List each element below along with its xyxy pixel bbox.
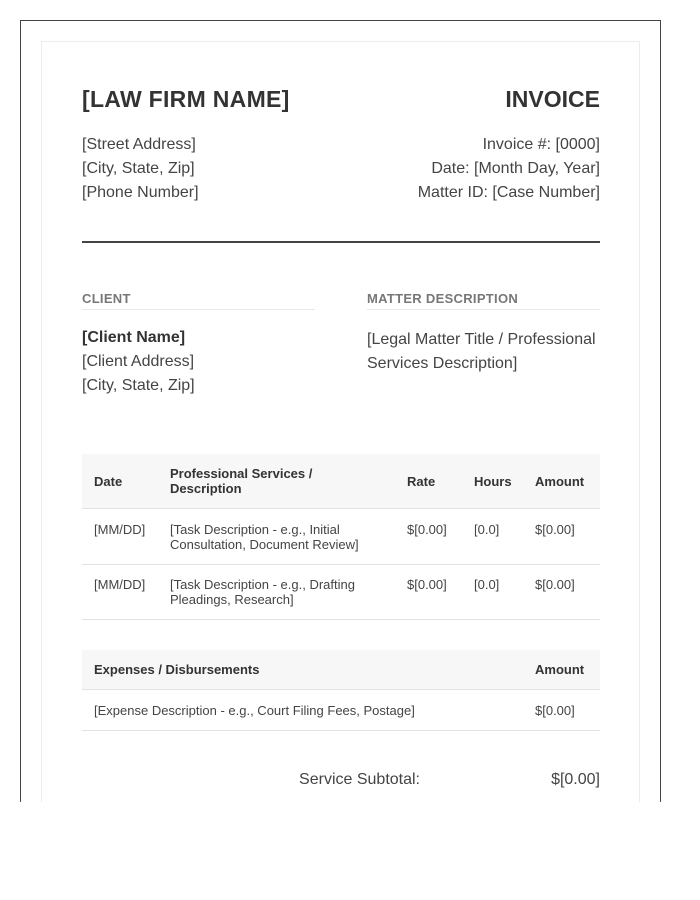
matter-description: [Legal Matter Title / Professional Services Description]	[367, 331, 596, 372]
client-label: CLIENT	[82, 291, 131, 306]
matter-id: Matter ID: [Case Number]	[417, 184, 600, 201]
services-table-header	[82, 454, 600, 508]
services-header-amount: Amount	[535, 474, 585, 489]
service-row-2-amount: $[0.00]	[535, 577, 575, 592]
service-row-1-hours: [0.0]	[474, 522, 500, 537]
service-row-1-date: [MM/DD]	[94, 522, 146, 537]
expense-row-1-divider	[82, 730, 600, 731]
services-header-divider	[82, 508, 600, 509]
service-row-2-date: [MM/DD]	[94, 577, 146, 592]
firm-phone: [Phone Number]	[82, 184, 199, 201]
expense-row-1-amount: $[0.00]	[535, 703, 575, 718]
invoice-date: Date: [Month Day, Year]	[431, 160, 600, 177]
expenses-header-divider	[82, 689, 600, 690]
firm-name: [LAW FIRM NAME]	[82, 86, 290, 112]
service-row-1-divider	[82, 564, 600, 565]
expenses-header-description: Expenses / Disbursements	[94, 662, 260, 677]
firm-street-address: [Street Address]	[82, 136, 196, 153]
matter-label-divider	[367, 309, 600, 310]
service-row-1-rate: $[0.00]	[407, 522, 447, 537]
services-header-rate: Rate	[407, 474, 436, 489]
service-row-2-divider	[82, 619, 600, 620]
services-header-date: Date	[94, 474, 123, 489]
invoice-number: Invoice #: [0000]	[482, 136, 600, 153]
client-label-divider	[82, 309, 315, 310]
service-row-2-rate: $[0.00]	[407, 577, 447, 592]
matter-label: MATTER DESCRIPTION	[367, 291, 519, 306]
service-row-1-description: [Task Description - e.g., Initial Consultation, Document Review]	[170, 522, 359, 552]
client-name: [Client Name]	[82, 329, 186, 346]
service-subtotal-label: Service Subtotal:	[299, 771, 420, 788]
services-header-description: Professional Services / Description	[170, 466, 313, 496]
client-city-state-zip: [City, State, Zip]	[82, 377, 195, 394]
expenses-header-amount: Amount	[535, 662, 585, 677]
client-address: [Client Address]	[82, 353, 195, 370]
service-row-2-description: [Task Description - e.g., Drafting Pleadings, Research]	[170, 577, 355, 607]
service-subtotal-value: $[0.00]	[551, 771, 600, 788]
service-row-1-amount: $[0.00]	[535, 522, 575, 537]
service-row-2-hours: [0.0]	[474, 577, 500, 592]
invoice-title: INVOICE	[505, 86, 600, 112]
header-divider	[82, 241, 600, 243]
firm-city-state-zip: [City, State, Zip]	[82, 160, 195, 177]
services-header-hours: Hours	[474, 474, 512, 489]
expense-row-1-description: [Expense Description - e.g., Court Filing Fees, Postage]	[94, 703, 415, 718]
